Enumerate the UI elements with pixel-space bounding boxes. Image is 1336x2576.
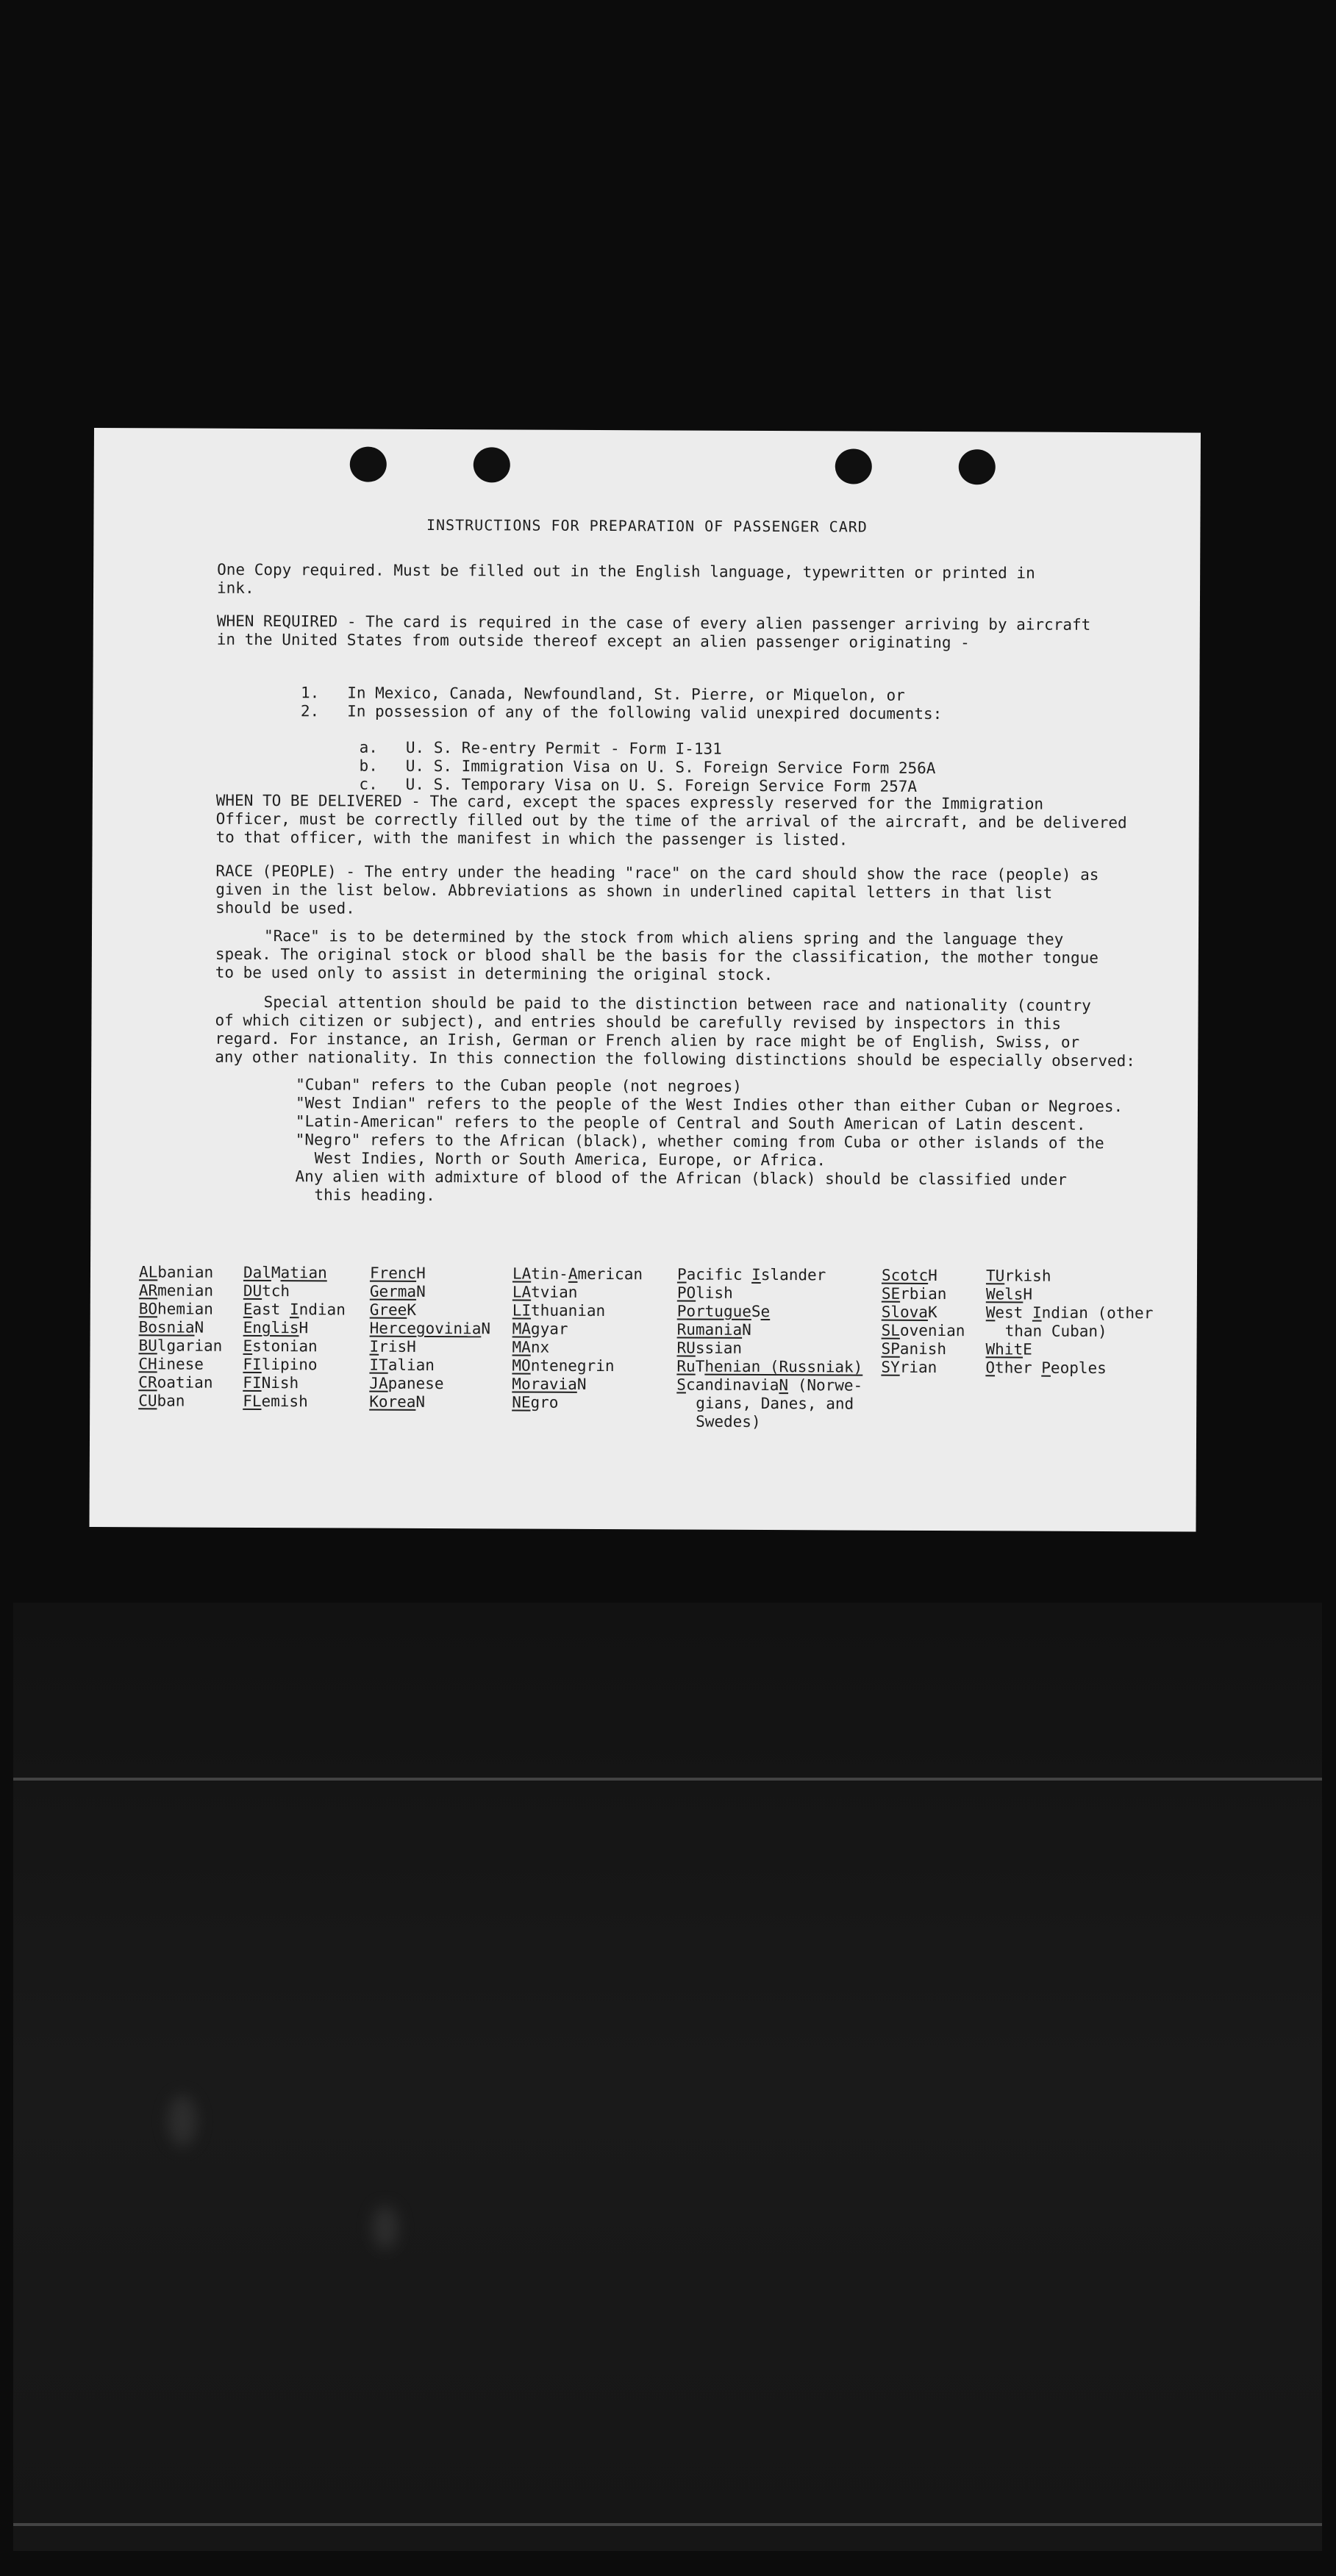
when-delivered-paragraph: WHEN TO BE DELIVERED - The card, except the spaces expressly reserved for the Immigration Officer, must be correctly filled out by the time of the arrival of the aircraft, and be delivered to that officer, with the manifest in which the passenger is listed. [215,791,1127,849]
race-entry: NEgro [512,1393,559,1412]
race-entry: ScotcH [881,1266,937,1285]
origin-item: 1. In Mexico, Canada, Newfoundland, St. Pierre, or Miquelon, or [300,684,905,704]
race-entry: ARmenian [138,1281,214,1300]
punch-hole [835,448,872,484]
race-entry: RUssian [676,1339,743,1357]
race-entry: SYrian [881,1358,937,1377]
document-item: b. U. S. Immigration Visa on U. S. Foreign Service Form 256A [359,756,936,777]
punch-hole [474,447,510,482]
race-entry: Swedes) [696,1412,761,1431]
race-list-column [369,1264,490,1412]
origin-item: 2. In possession of any of the following valid unexpired documents: [300,702,943,723]
race-entry: FrencH [369,1264,426,1282]
race-entry: Other Peoples [985,1359,1107,1378]
race-entry: PortugueSe [676,1302,771,1321]
passenger-card-instructions-page [89,428,1201,1532]
race-entry: SlovaK [881,1303,937,1322]
race-entry: GreeK [369,1300,417,1319]
race-entry: EnglisH [243,1318,309,1337]
race-entry: CRoatian [138,1373,213,1392]
film-scratch-line [13,1778,1322,1781]
race-entry: KoreaN [369,1392,426,1411]
race-entry: HercegoviniaN [369,1319,491,1338]
special-attention-paragraph: Special attention should be paid to the distinction between race and nationality (country of which citizen or subject), and entries should be carefully revised by inspectors in this regard. For instance, an Irish, German or French alien by race might be of English, Swiss, or any other nationality. In this connection the following distinctions should be especially observed: [215,993,1135,1070]
race-entry: SLovenian [881,1321,965,1340]
race-determined-paragraph: "Race" is to be determined by the stock from which aliens spring and the language they speak. The original stock or blood shall be the basis for the classification, the mother tongue to be used only to assist in determining the original stock. [215,927,1099,984]
race-entry: MAgyar [512,1320,568,1338]
race-list-column [138,1263,223,1410]
distinction-line: this heading. [314,1186,435,1205]
lower-film-area [13,1603,1322,2551]
intro-paragraph: One Copy required. Must be filled out in the English language, typewritten or printed in ink. [216,560,1035,597]
race-entry: FIlipino [243,1355,318,1374]
scan-artifact [372,2205,399,2250]
punch-hole [959,449,996,484]
distinction-line: "Negro" refers to the African (black), whether coming from Cuba or other islands of the [295,1131,1104,1153]
race-entry: SPanish [881,1339,947,1359]
race-people-paragraph: RACE (PEOPLE) - The entry under the heading "race" on the card should show the race (people) as given in the list below. Abbreviations as shown in underlined capital letters in that list should be used. [215,862,1099,917]
film-scratch-line [13,2523,1322,2526]
race-entry: BosniaN [138,1318,204,1337]
race-entry: SErbian [881,1284,947,1303]
race-entry: FLemish [243,1392,308,1411]
race-entry: CHinese [138,1355,204,1373]
document-item: c. U. S. Temporary Visa on U. S. Foreign Service Form 257A [359,775,918,795]
distinction-line: West Indies, North or South America, Europe, or Africa. [314,1149,826,1170]
race-entry: TUrkish [985,1267,1051,1285]
race-entry: CUban [138,1392,185,1410]
race-entry: IrisH [369,1337,416,1356]
race-entry: LIthuanian [512,1301,606,1320]
race-entry: East Indian [243,1300,346,1319]
when-required-paragraph: WHEN REQUIRED - The card is required in the case of every alien passenger arriving by aircraft in the United States from outside thereof except an alien passenger originating - [216,612,1091,652]
race-entry: LAtin-American [512,1264,643,1284]
race-entry: DalMatian [243,1263,327,1282]
race-entry: ScandinaviaN (Norwe- [676,1375,863,1395]
race-entry: West Indian (other [985,1303,1154,1323]
race-entry: MOntenegrin [512,1356,615,1375]
race-entry: RuThenian (Russniak) [676,1357,863,1376]
race-entry: gians, Danes, and [696,1394,854,1413]
distinction-line: "West Indian" refers to the people of the West Indies other than either Cuban or Negroes. [295,1094,1124,1116]
race-entry: BOhemian [138,1300,213,1318]
race-entry: GermaN [369,1282,426,1300]
distinction-line: Any alien with admixture of blood of the African (black) should be classified under [295,1167,1067,1189]
race-entry: ALbanian [138,1263,214,1281]
race-entry: BUlgarian [138,1337,223,1355]
race-entry: Estonian [243,1337,318,1356]
scan-artifact [168,2095,197,2147]
race-entry: MAnx [512,1338,550,1356]
race-entry: JApanese [369,1374,444,1393]
race-entry: DUtch [243,1281,290,1300]
document-item: a. U. S. Re-entry Permit - Form I-131 [359,738,722,758]
race-entry: Pacific Islander [676,1265,826,1284]
race-list-column [676,1265,863,1431]
race-list-column [243,1264,346,1412]
race-list-column [985,1267,1153,1378]
race-list-column [512,1264,643,1412]
race-entry: WelsH [985,1285,1033,1303]
race-entry: FINish [243,1373,299,1392]
race-entry: LAtvian [512,1283,578,1301]
distinction-line: "Cuban" refers to the Cuban people (not negroes) [296,1076,743,1095]
race-entry: RumaniaN [676,1320,751,1339]
race-list-column [881,1267,965,1377]
page-title: INSTRUCTIONS FOR PREPARATION OF PASSENGER CARD [426,515,868,536]
race-entry: POlish [676,1284,733,1302]
punch-hole [350,447,387,482]
distinction-line: "Latin-American" refers to the people of Central and South American of Latin descent. [295,1112,1086,1134]
race-entry: WhitE [985,1340,1032,1359]
race-entry: MoraviaN [512,1375,587,1393]
race-entry: than Cuban) [1004,1322,1107,1341]
race-entry: ITalian [369,1356,435,1375]
